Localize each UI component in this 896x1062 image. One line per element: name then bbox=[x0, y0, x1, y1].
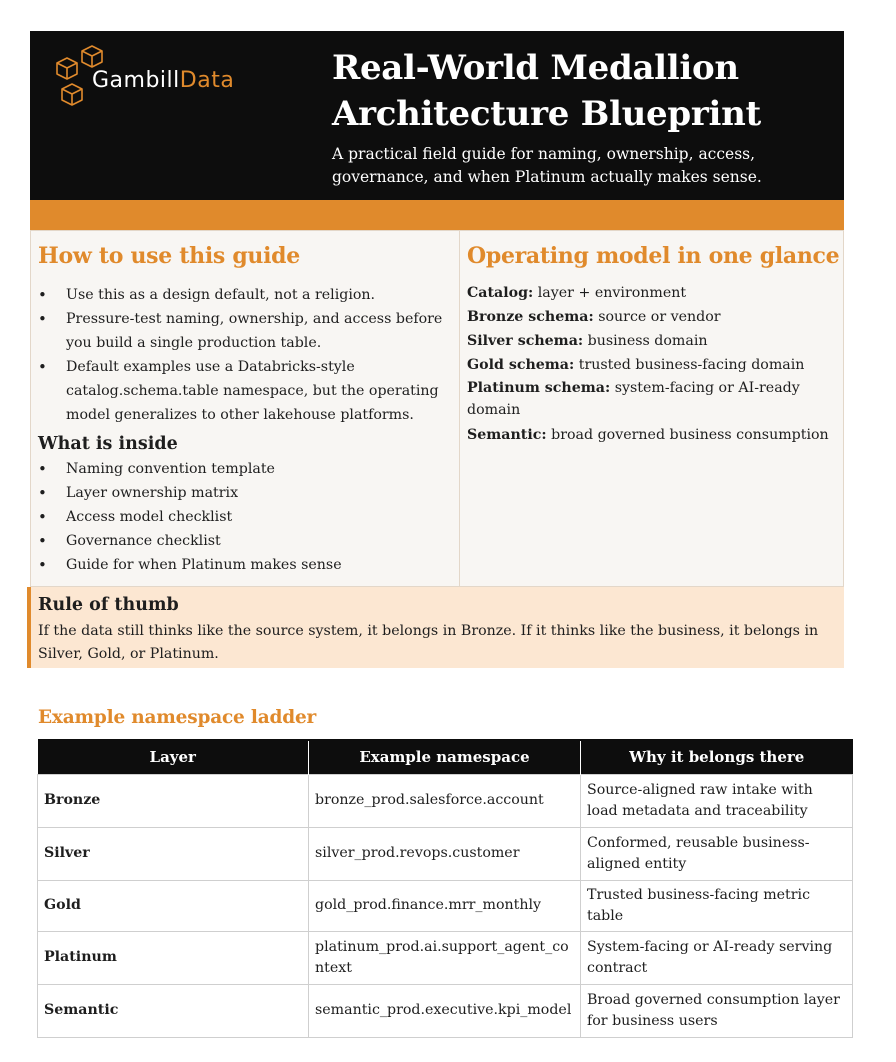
table-header-row bbox=[38, 740, 853, 774]
table-row bbox=[38, 880, 853, 931]
row-value: trusted business-facing domain bbox=[578, 357, 805, 373]
table-row bbox=[38, 984, 853, 1037]
rule-of-thumb-text: If the data still thinks like the source system, it belongs in Bronze. If it thinks like the business, it belongs in Silver, Gold, or Platinum. bbox=[38, 623, 819, 662]
list-item: • Access model checklist bbox=[38, 505, 453, 529]
list-item: • Guide for when Platinum makes sense bbox=[38, 553, 453, 577]
operating-model-panel bbox=[460, 230, 844, 587]
title-line-1: Real-World Medallion bbox=[332, 48, 739, 88]
row-value: layer + environment bbox=[537, 285, 687, 301]
layer-cell: Silver bbox=[38, 827, 309, 880]
gambilldata-logo bbox=[56, 43, 296, 109]
row-key: Platinum schema: bbox=[467, 380, 611, 396]
accent-band bbox=[30, 200, 844, 230]
column-header-namespace: Example namespace bbox=[309, 740, 581, 774]
row-value: source or vendor bbox=[598, 309, 721, 325]
operating-model-heading: Operating model in one glance bbox=[467, 243, 840, 269]
list-item: • Naming convention template bbox=[38, 457, 453, 481]
subtitle-line-1: A practical field guide for naming, ownership, access, bbox=[332, 145, 756, 163]
operating-model-row bbox=[467, 423, 837, 447]
row-key: Semantic: bbox=[467, 427, 547, 443]
namespace-cell: bronze_prod.salesforce.account bbox=[309, 774, 581, 827]
row-key: Bronze schema: bbox=[467, 309, 594, 325]
how-to-use-heading: How to use this guide bbox=[38, 243, 300, 269]
list-item: • Default examples use a Databricks-style catalog.schema.table namespace, but the operating model generalizes to other lakehouse platforms. bbox=[38, 355, 453, 427]
operating-model-row bbox=[467, 281, 837, 305]
logo-suffix: Data bbox=[179, 68, 235, 93]
namespace-cell: platinum_prod.ai.support_agent_context bbox=[309, 931, 581, 984]
operating-model-list bbox=[467, 281, 837, 447]
operating-model-row bbox=[467, 305, 837, 329]
operating-model-row bbox=[467, 377, 837, 421]
operating-model-row bbox=[467, 329, 837, 353]
namespace-cell: gold_prod.finance.mrr_monthly bbox=[309, 880, 581, 931]
why-cell: Broad governed consumption layer for business users bbox=[581, 984, 853, 1037]
operating-model-row bbox=[467, 353, 837, 377]
why-cell: Conformed, reusable business-aligned entity bbox=[581, 827, 853, 880]
title-line-2: Architecture Blueprint bbox=[332, 94, 761, 134]
table-row bbox=[38, 827, 853, 880]
rule-of-thumb-callout bbox=[27, 587, 844, 668]
row-value: business domain bbox=[587, 333, 708, 349]
logo-prefix: Gambill bbox=[92, 68, 180, 93]
list-item: • Use this as a design default, not a religion. bbox=[38, 283, 453, 307]
row-value: system-facing or AI-ready domain bbox=[467, 380, 800, 418]
why-cell: Trusted business-facing metric table bbox=[581, 880, 853, 931]
namespace-cell: semantic_prod.executive.kpi_model bbox=[309, 984, 581, 1037]
row-value: broad governed business consumption bbox=[551, 427, 829, 443]
namespace-cell: silver_prod.revops.customer bbox=[309, 827, 581, 880]
table-row bbox=[38, 774, 853, 827]
page-subtitle bbox=[332, 143, 837, 189]
row-key: Gold schema: bbox=[467, 357, 575, 373]
row-key: Silver schema: bbox=[467, 333, 584, 349]
list-item: • Pressure-test naming, ownership, and access before you build a single production table. bbox=[38, 307, 453, 355]
layer-cell: Platinum bbox=[38, 931, 309, 984]
why-cell: Source-aligned raw intake with load metadata and traceability bbox=[581, 774, 853, 827]
rule-of-thumb-heading: Rule of thumb bbox=[38, 595, 179, 615]
how-to-use-list bbox=[38, 283, 453, 427]
column-header-layer: Layer bbox=[38, 740, 309, 774]
layer-cell: Gold bbox=[38, 880, 309, 931]
table-row bbox=[38, 931, 853, 984]
logo-wordmark bbox=[92, 68, 234, 93]
namespace-ladder-heading: Example namespace ladder bbox=[38, 707, 317, 728]
what-is-inside-heading: What is inside bbox=[38, 434, 178, 454]
row-key: Catalog: bbox=[467, 285, 534, 301]
list-item: • Layer ownership matrix bbox=[38, 481, 453, 505]
header-banner bbox=[30, 31, 844, 200]
page-title bbox=[332, 45, 832, 137]
what-is-inside-list bbox=[38, 457, 453, 577]
layer-cell: Bronze bbox=[38, 774, 309, 827]
why-cell: System-facing or AI-ready serving contract bbox=[581, 931, 853, 984]
list-item: • Governance checklist bbox=[38, 529, 453, 553]
namespace-ladder-table bbox=[37, 739, 853, 1038]
subtitle-line-2: governance, and when Platinum actually makes sense. bbox=[332, 168, 762, 186]
column-header-why: Why it belongs there bbox=[581, 740, 853, 774]
how-to-use-panel bbox=[30, 230, 460, 587]
layer-cell: Semantic bbox=[38, 984, 309, 1037]
